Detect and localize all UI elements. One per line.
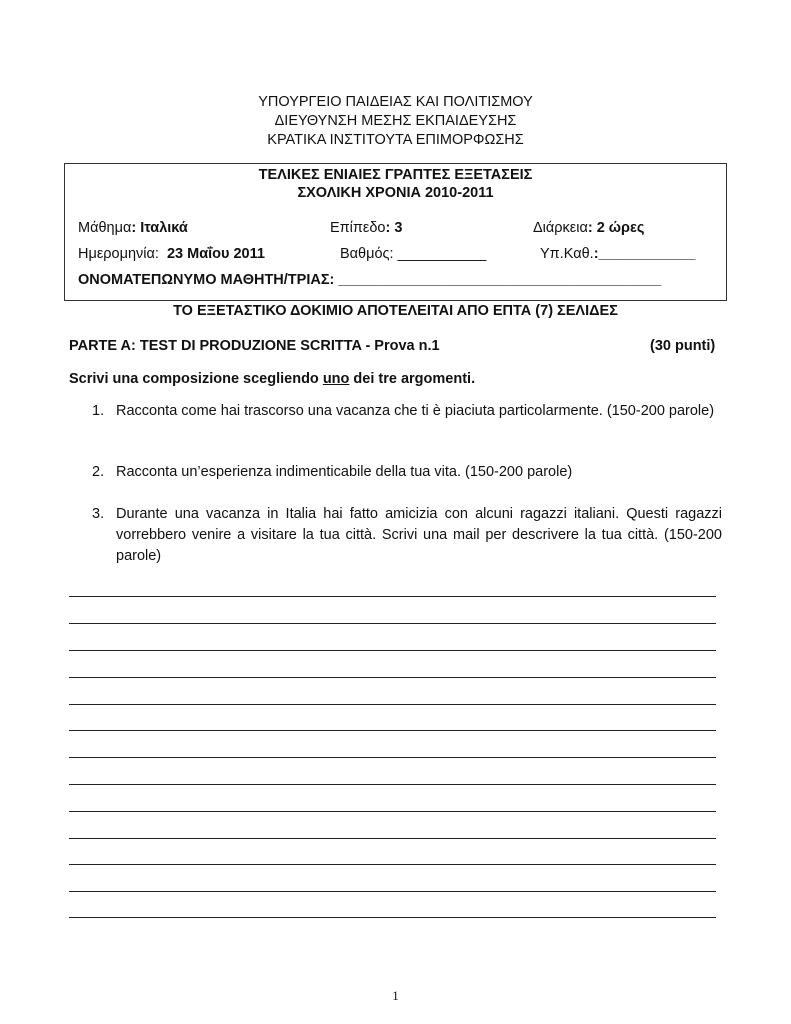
part-a-title: PARTE A: TEST DI PRODUZIONE SCRITTA - Prova n.1 [69, 338, 440, 354]
level-value: 3 [394, 220, 403, 236]
grade-blank[interactable]: : ___________ [389, 246, 487, 262]
topic-item-2 [92, 462, 722, 483]
duration-label: Διάρκεια [533, 220, 588, 236]
exam-title [0, 166, 791, 202]
part-a-instruction [69, 371, 475, 387]
answer-line[interactable] [69, 596, 716, 597]
date-field [78, 246, 265, 262]
topic-item-1 [92, 401, 722, 422]
supervisor-blank[interactable]: :____________ [593, 246, 696, 262]
level-field: Επίπεδο: 3 [330, 220, 403, 236]
subject-value: Ιταλικά [140, 220, 188, 236]
instruction-after: dei tre argomenti. [349, 371, 476, 387]
answer-line[interactable] [69, 838, 716, 839]
instruction-before: Scrivi una composizione scegliendo [69, 371, 323, 387]
duration-field: Διάρκεια: 2 ώρες [533, 220, 645, 236]
topic-number-1: 1. [92, 403, 105, 419]
answer-line[interactable] [69, 784, 716, 785]
grade-label: Βαθμός [340, 246, 390, 262]
topic-text-3: Durante una vacanza in Italia hai fatto amicizia con alcuni ragazzi italiani. Questi ragazzi vorrebbero venire a visitare la tua città. Scrivi una mail per descrivere la tua città. (150-200 parole) [116, 506, 722, 564]
exam-details-row-2 [78, 246, 718, 266]
answer-line[interactable] [69, 811, 716, 812]
answer-line[interactable] [69, 650, 716, 651]
ministry-header [0, 93, 791, 150]
instruction-underlined: uno [322, 371, 350, 387]
answer-line[interactable] [69, 704, 716, 705]
answer-line[interactable] [69, 730, 716, 731]
topic-number-3: 3. [92, 506, 105, 522]
ministry-line-1: ΥΠΟΥΡΓΕΙΟ ΠΑΙΔΕΙΑΣ ΚΑΙ ΠΟΛΙΤΙΣΜΟΥ [258, 94, 533, 110]
date-value: 23 Μαΐου 2011 [166, 246, 265, 262]
level-label: Επίπεδο [330, 220, 386, 236]
exam-title-line-2: ΣΧΟΛΙΚΗ ΧΡΟΝΙΑ 2010-2011 [297, 185, 494, 201]
subject-field: Μάθημα: Ιταλικά [78, 220, 188, 236]
student-name-field[interactable]: ΟΝΟΜΑΤΕΠΩΝΥΜΟ ΜΑΘΗΤΗ/ΤΡΙΑΣ: ________________________________________ [78, 272, 661, 288]
topic-text-1: Racconta come hai trascorso una vacanza che ti è piaciuta particolarmente. (150-200 parole) [116, 403, 715, 419]
exam-title-line-1: ΤΕΛΙΚΕΣ ΕΝΙΑΙΕΣ ΓΡΑΠΤΕΣ ΕΞΕΤΑΣΕΙΣ [258, 167, 533, 183]
exam-details-row-1 [78, 220, 718, 240]
topic-item-3 [92, 504, 722, 567]
answer-line[interactable] [69, 891, 716, 892]
answer-line[interactable] [69, 864, 716, 865]
grade-field[interactable] [340, 246, 486, 262]
supervisor-label: Υπ.Καθ. [540, 246, 594, 262]
answer-line[interactable] [69, 757, 716, 758]
duration-value: 2 ώρες [596, 220, 645, 236]
answer-line[interactable] [69, 623, 716, 624]
topic-text-2: Racconta un’esperienza indimenticabile della tua vita. (150-200 parole) [116, 464, 573, 480]
topic-number-2: 2. [92, 464, 105, 480]
answer-line[interactable] [69, 677, 716, 678]
answer-line[interactable] [69, 917, 716, 918]
supervisor-field[interactable] [540, 246, 695, 262]
date-label: Ημερομηνία: [78, 246, 159, 262]
ministry-line-2: ΔΙΕΥΘΥΝΣΗ ΜΕΣΗΣ ΕΚΠΑΙΔΕΥΣΗΣ [274, 113, 517, 129]
pages-notice: ΤΟ ΕΞΕΤΑΣΤΙΚΟ ΔΟΚΙΜΙΟ ΑΠΟΤΕΛΕΙΤΑΙ ΑΠΟ ΕΠΤΑ (7) ΣΕΛΙΔΕΣ [173, 303, 618, 319]
part-a-points: (30 punti) [650, 338, 716, 354]
subject-label: Μάθημα [78, 220, 132, 236]
ministry-line-3: ΚΡΑΤΙΚΑ ΙΝΣΤΙΤΟΥΤΑ ΕΠΙΜΟΡΦΩΣΗΣ [267, 132, 524, 148]
page-number: 1 [392, 988, 399, 1003]
